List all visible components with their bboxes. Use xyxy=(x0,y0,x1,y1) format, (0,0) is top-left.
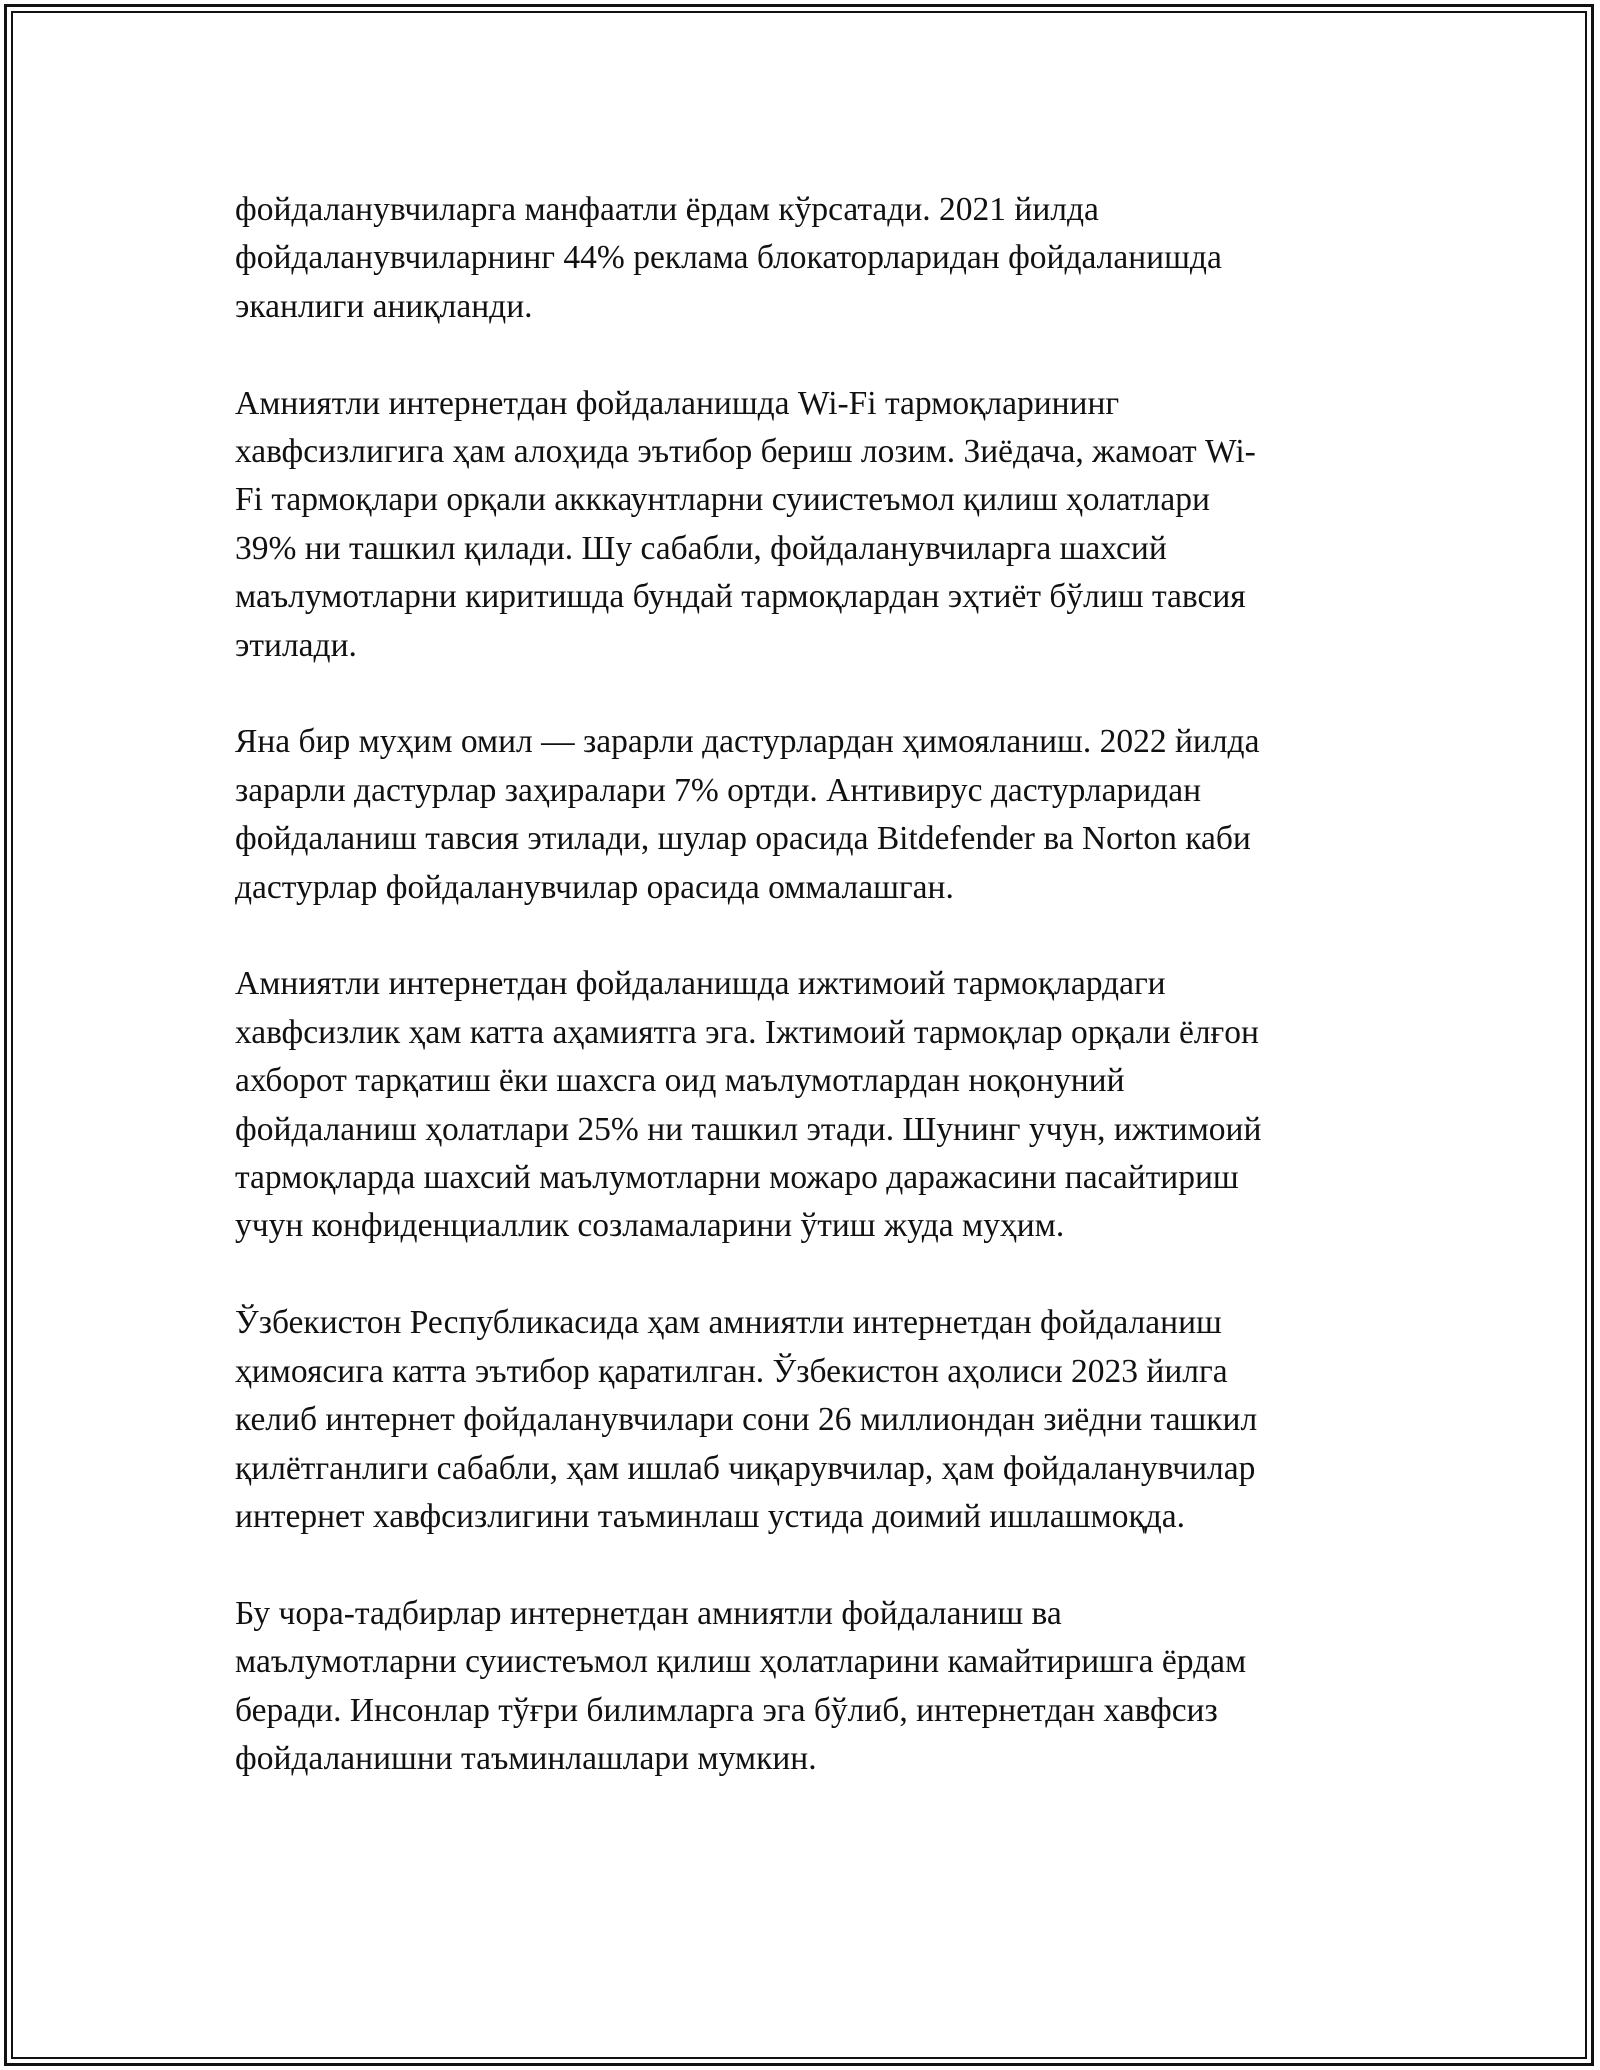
text-line: беради. Инсонлар тўғри билимларга эга бўлиб, интернетдан хавфсиз xyxy=(235,1691,1218,1729)
document-body xyxy=(235,186,1375,1832)
text-line: хавфсизлик ҳам катта аҳамиятга эга. Іжтимоий тармоқлар орқали ёлғон xyxy=(235,1013,1259,1051)
text-line: интернет хавфсизлигини таъминлаш устида доимий ишлашмоқда. xyxy=(235,1497,1186,1535)
text-line: ҳимоясига катта эътибор қаратилган. Ўзбекистон аҳолиси 2023 йилга xyxy=(235,1352,1228,1390)
text-line: учун конфиденциаллик созламаларини ўтиш жуда муҳим. xyxy=(235,1207,1065,1245)
text-line: фойдаланувчиларга манфаатли ёрдам кўрсатади. 2021 йилда xyxy=(235,191,1099,228)
text-line: қилётганлиги сабабли, ҳам ишлаб чиқарувчилар, ҳам фойдаланувчилар xyxy=(235,1449,1256,1487)
text-line: зарарли дастурлар заҳиралари 7% ортди. Антивирус дастурларидан xyxy=(235,771,1202,809)
paragraph-2 xyxy=(235,380,1375,670)
text-line: фойдаланишни таъминлашлари мумкин. xyxy=(235,1739,817,1777)
paragraph-5 xyxy=(235,1299,1375,1541)
text-line: фойдаланиш тавсия этилади, шулар орасида Bitdefender ва Norton каби xyxy=(235,820,1251,858)
text-line: Fi тармоқлари орқали акккаунтларни суиистеъмол қилиш ҳолатлари xyxy=(235,481,1210,519)
text-line: келиб интернет фойдаланувчилари сони 26 миллиондан зиёдни ташкил xyxy=(235,1401,1258,1439)
paragraph-1 xyxy=(235,186,1375,331)
text-line: этилади. xyxy=(235,626,357,664)
text-line: фойдаланувчиларнинг 44% реклама блокаторларидан фойдаланишда xyxy=(235,239,1222,277)
text-line: хавфсизлигига ҳам алоҳида эътибор бериш лозим. Зиёдача, жамоат Wi- xyxy=(235,433,1256,471)
text-line: ахборот тарқатиш ёки шахсга оид маълумотлардан ноқонуний xyxy=(235,1062,1125,1100)
text-line: 39% ни ташкил қилади. Шу сабабли, фойдаланувчиларга шахсий xyxy=(235,529,1167,567)
text-line: Бу чора-тадбирлар интернетдан амниятли фойдаланиш ва xyxy=(235,1594,1062,1632)
text-line: Яна бир муҳим омил — зарарли дастурлардан ҳимояланиш. 2022 йилда xyxy=(235,723,1260,761)
text-line: тармоқларда шахсий маълумотларни можаро даражасини пасайтириш xyxy=(235,1159,1239,1197)
text-line: Амниятли интернетдан фойдаланишда ижтимоий тармоқлардаги xyxy=(235,965,1166,1003)
text-line: маълумотларни суиистеъмол қилиш ҳолатларини камайтиришга ёрдам xyxy=(235,1643,1247,1681)
paragraph-4 xyxy=(235,960,1375,1250)
paragraph-6 xyxy=(235,1590,1375,1784)
text-line: дастурлар фойдаланувчилар орасида оммалашган. xyxy=(235,868,954,906)
text-line: эканлиги аниқланди. xyxy=(235,287,533,325)
text-line: Ўзбекистон Республикасида ҳам амниятли интернетдан фойдаланиш xyxy=(235,1304,1222,1342)
text-line: фойдаланиш ҳолатлари 25% ни ташкил этади. Шунинг учун, ижтимоий xyxy=(235,1110,1262,1148)
text-line: Амниятли интернетдан фойдаланишда Wi-Fi тармоқларининг xyxy=(235,384,1120,422)
paragraph-3 xyxy=(235,718,1375,912)
text-line: маълумотларни киритишда бундай тармоқлардан эҳтиёт бўлиш тавсия xyxy=(235,578,1246,616)
